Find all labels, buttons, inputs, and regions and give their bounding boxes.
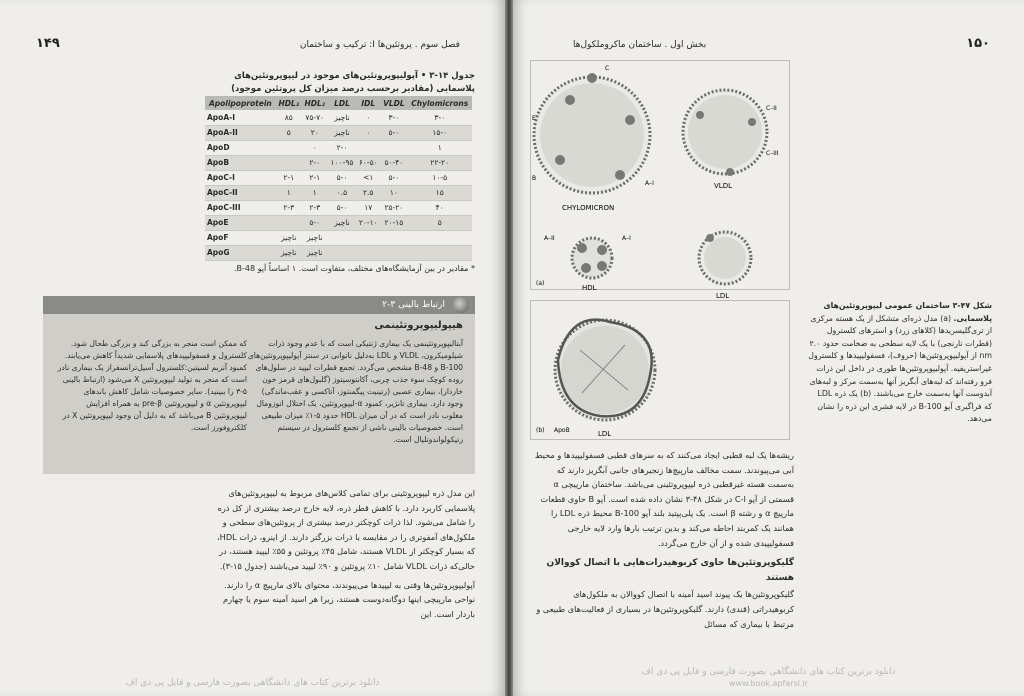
label-apo-aii: A–II <box>544 235 555 242</box>
table-cell: ۲-۱ <box>302 170 328 185</box>
table-row <box>205 215 472 230</box>
table-cell <box>328 230 356 245</box>
table-cell: ۰.۵ <box>328 185 356 200</box>
table-cell: ApoA-I <box>205 110 276 125</box>
table-cell: ApoC-II <box>205 185 276 200</box>
hdl-label: HDL <box>582 284 597 292</box>
table-column-header: HDL₃ <box>276 96 302 110</box>
left-page-number: ۱۴۹ <box>36 36 60 51</box>
clinical-box-header-label: ارتباط بالینی ۳-۲ <box>382 300 445 310</box>
left-footer <box>0 678 505 688</box>
table-cell: ۱۰-۵ <box>407 170 472 185</box>
table-cell <box>328 245 356 260</box>
table-column-header: IDL <box>356 96 380 110</box>
table-cell: ۱۵ <box>407 185 472 200</box>
table-caption: جدول ۱۴-۳ • آپولیپوپروتئین‌های موجود در لیپوپروتئین‌های پلاسمایی (مقادیر برحسب درصد میزان کل پروتئین موجود) <box>231 71 475 94</box>
table-cell: ۲-۱ <box>276 170 302 185</box>
table-cell: ناچیز <box>276 230 302 245</box>
right-footer <box>513 667 1024 688</box>
paragraph: آپولیپوپروتئین‌ها وقتی به لیپیدها می‌پیوندند، محتوای بالای مارپیچ α را دارند. نواحی مارپیچی اینها دوگانه‌دوست هستند، زیرا هر اسید آمینه سوم یا چهارم باردار است. این <box>223 579 475 619</box>
table-cell: ۷۵-۷۰ <box>302 110 328 125</box>
table-cell <box>276 215 302 230</box>
table-row <box>205 170 472 185</box>
table-cell <box>276 140 302 155</box>
table-cell: ۵۰-۴۰ <box>380 155 407 170</box>
panel-a-label: (a) <box>536 280 545 287</box>
clinical-box-header <box>43 296 475 314</box>
table-cell: ۵-۰ <box>380 125 407 140</box>
label-apo-c: C <box>605 65 610 72</box>
table-column-header: LDL <box>328 96 356 110</box>
label-apo-ai-hdl: A–I <box>622 235 631 242</box>
table-cell <box>407 245 472 260</box>
table-cell: ApoD <box>205 140 276 155</box>
table-cell <box>380 140 407 155</box>
footer-text: دانلود برترین کتاب های دانشگاهی بصورت فارسی و فایل پی دی اف <box>125 678 380 688</box>
table-cell: ۲.۵ <box>356 185 380 200</box>
table-cell <box>356 245 380 260</box>
table-row <box>205 125 472 140</box>
figure-caption-body: (a) مدل ذره‌ای متشکل از یک هسته مرکزی از تری‌گلیسریدها (کلاهای زرد) و استرهای کلسترول (قطرات نارنجی) با یک لایه سطحی به ضخامت حدود ۲.۰ nm از آپولیپوپروتئین‌ها (حروف)، فسفولیپیدها و کلسترول غیراستریفیه. آپولیپوپروتئین‌ها طوری در داخل این ذرات فرو رفته‌اند که لبه‌های آبگریز آنها به‌سمت مرکز و لبه‌های آبدوست آنها به‌سمت خارج می‌باشند. (b) یک ذره LDL که فراگیری آپو B-100 در لایه فشری این ذره را نشان می‌دهد. <box>808 313 992 424</box>
table-cell: <۱ <box>356 170 380 185</box>
table-cell: ۸۵ <box>276 110 302 125</box>
figure-caption-head: شکل ۴۷-۳ ساختمان عمومی لیپوپروتئین‌های پلاسمایی. <box>823 301 992 323</box>
paragraph: گلیکوپروتئین‌ها یک پیوند اسید آمینه با اتصال کووالان به ملکول‌های کربوهیدراتی (قندی) دارند. گلیکوپروتئین‌ها در بسیاری از فعالیت‌های طبیعی و مرتبط با بیماری که مسائل <box>536 589 794 629</box>
table-column-header: VLDL <box>380 96 407 110</box>
table-cell: ۵ <box>407 215 472 230</box>
table-cell: ۱۰ <box>380 185 407 200</box>
table-row <box>205 155 472 170</box>
clinical-box <box>43 314 475 474</box>
vldl-particle <box>683 90 767 176</box>
left-page-number-area <box>36 36 60 51</box>
panel-b-label: (b) <box>536 427 545 434</box>
table-cell: ناچیز <box>302 245 328 260</box>
footer-url: www.book.apfarsi.ir <box>729 679 808 688</box>
footer-text: دانلود برترین کتاب های دانشگاهی بصورت فارسی و فایل پی دی اف <box>641 667 896 677</box>
table-cell: ApoC-III <box>205 200 276 215</box>
table-cell: ۲-۳ <box>302 200 328 215</box>
table-cell: ۲۰-۱۰ <box>356 215 380 230</box>
vldl-label: VLDL <box>714 182 732 190</box>
table-row <box>205 110 472 125</box>
table-column-header: Chylomicrons <box>407 96 472 110</box>
table-cell <box>276 155 302 170</box>
apob-label: ApoB <box>554 427 570 434</box>
table-cell: ۶۰-۵۰ <box>356 155 380 170</box>
chylomicron-label: CHYLOMICRON <box>562 204 615 212</box>
table-cell: ApoA-II <box>205 125 276 140</box>
table-cell: ناچیز <box>328 215 356 230</box>
table-row <box>205 200 472 215</box>
apolipoprotein-table <box>205 96 472 261</box>
table-cell: ApoC-I <box>205 170 276 185</box>
label-apo-b: B <box>532 175 537 182</box>
right-page-number: ۱۵۰ <box>966 36 990 51</box>
table-cell <box>380 245 407 260</box>
table-note: * مقادیر در بین آزمایشگاه‌های مختلف، متفاوت است. ۱ اساساً آپو B-48. <box>233 264 475 273</box>
paragraph: ریشه‌ها یک لبه قطبی ایجاد می‌کنند که به سرهای قطبی فسفولیپیدها و محیط آبی می‌پیوندند. سمت مخالف مارپیچ‌ها زنجیرهای جانبی آبگریز دارند که به‌سمت هسته غیرقطبی ذره لیپوپروتئینی می‌باشد. ساختمان مارپیچی α قسمتی از آپو C-I در شکل ۴۸-۳ نشان داده شده است. آپو B حاوی قطعات مارپیچ α و رشته β است. یک پلی‌پپتید بلند آپو B-100 محیط ذره LDL را همانند یک کمربند احاطه می‌کند و بدین ترتیب بارها وارد لایه خارجی فسفولیپیدی شده و از آن خارج می‌گردد. <box>534 450 794 548</box>
table-cell <box>356 230 380 245</box>
table-cell: ۲۲-۲۰ <box>407 155 472 170</box>
table-cell: ApoF <box>205 230 276 245</box>
table-cell <box>380 230 407 245</box>
table-cell <box>407 230 472 245</box>
table-cell: ناچیز <box>276 245 302 260</box>
book-spine <box>505 0 513 696</box>
table-cell: ۲-۰ <box>302 155 328 170</box>
table-cell: ناچیز <box>328 125 356 140</box>
table-column-header: HDL₂ <box>302 96 328 110</box>
table-cell: ApoE <box>205 215 276 230</box>
chylomicron-particle <box>534 73 650 193</box>
table-cell: ۳-۰ <box>380 110 407 125</box>
table-row <box>205 245 472 260</box>
clinical-box-column-2: که ممکن است منجر به بزرگی کبد و بزرگی طحال شود. کلسترول و فسفولیپیدهای پلاسمایی شدیداً کاهش می‌یابند. کمبود آنزیم لسیتین:کلسترول آسیل‌ترانسفراز یک بیماری نادر است که منجر به تولید لیپوپروتئین X می‌شود (ارتباط بالینی ۵-۳ را ببینید). سایر خصوصیات شامل کاهش باندهای لیپوپروتئین α و لیپوپروتئین pre-β به همراه افزایش لیپوپروتئین B می‌باشد که به دلیل آن وجود لیپوپروتئین X در کلکتروفورز است. <box>57 339 247 432</box>
label-apo-ciii: C–III <box>766 150 779 157</box>
table-cell: ۵-۰ <box>380 170 407 185</box>
left-page <box>0 0 505 696</box>
table-cell: ۵-۰ <box>328 170 356 185</box>
table-cell: ۲۰-۱۵ <box>380 215 407 230</box>
table-cell: ۵-۰ <box>302 215 328 230</box>
clinical-person-icon <box>453 297 469 313</box>
table-cell: ۰ <box>302 140 328 155</box>
clinical-box-title: هیپولیپوپروتئینمی <box>374 320 463 331</box>
lipoprotein-figure <box>530 60 790 440</box>
table-row <box>205 230 472 245</box>
label-apo-ai: A–I <box>645 180 654 187</box>
table-cell: ۲۰ <box>302 125 328 140</box>
table-row <box>205 185 472 200</box>
table-cell <box>356 140 380 155</box>
table-cell: ناچیز <box>328 110 356 125</box>
table-cell: ناچیز <box>302 230 328 245</box>
right-running-head: بخش اول . ساختمان ماکروملکول‌ها <box>573 40 707 50</box>
table-cell: ۱۵-۰ <box>407 125 472 140</box>
ldl-label: LDL <box>716 292 730 300</box>
ldl-b-label: LDL <box>598 430 612 438</box>
table-cell: ۱۰۰-۹۵ <box>328 155 356 170</box>
table-cell: ۱۷ <box>356 200 380 215</box>
table-cell: ۲-۰ <box>328 140 356 155</box>
right-body-text <box>530 448 794 637</box>
left-running-head: فصل سوم . پروتئین‌ها I: ترکیب و ساختمان <box>299 40 460 50</box>
table-body <box>205 110 472 260</box>
table-cell: ۵ <box>276 125 302 140</box>
paragraph: این مدل ذره لیپوپروتئینی برای تمامی کلاس‌های مربوط به لیپوپروتئین‌های پلاسمایی کاربرد دارد. با کاهش قطر ذره، لایه خارج درصد بیشتری از کل ذره را شامل می‌شود. لذا ذرات کوچکتر درصد بیشتری از پروتئین‌های سطحی و ملکول‌های آمفوتری را در مقایسه با ذرات بزرگتر دارند. از اینرو، ذرات HDL، که بسیار کوچکتر از VLDL هستند، شامل ۴۵٪ پروتئین و ۵۵٪ لیپید هستند، در حالی‌که ذرات VLDL شامل ۱۰٪ پروتئین و ۹۰٪ لیپید می‌باشند (جدول ۱۵-۳). <box>217 488 475 571</box>
section-subheading: گلیکوپروتئین‌ها حاوی کربوهیدرات‌هایی با اتصال کووالان هستند <box>546 558 794 583</box>
table-cell: ۲۵-۲۰ <box>380 200 407 215</box>
table-cell: ۳-۰ <box>407 110 472 125</box>
table-cell: ۰ <box>356 110 380 125</box>
label-apo-cii: C–II <box>766 105 777 112</box>
table-cell: ۰ <box>356 125 380 140</box>
table-header-row <box>205 96 472 110</box>
figure-caption <box>808 300 992 426</box>
table-cell: ApoB <box>205 155 276 170</box>
right-page-number-area <box>966 36 990 51</box>
ldl-particle <box>699 232 751 284</box>
table-cell: ۵-۰ <box>328 200 356 215</box>
table-cell: ۱ <box>407 140 472 155</box>
table-cell: ۲-۳ <box>276 200 302 215</box>
hdl-particle <box>572 238 612 278</box>
clinical-box-column-1: آبتالیپوپروتئینمی یک بیماری ژنتیکی است که با عدم وجود ذرات شیلومیکرون، VLDL و LDL به‌دلیل ناتوانی در سنتز آپولیپوپروتئین‌های B-100 و B-48 مشخص می‌گردد. تجمع قطرات لیپید در سلول‌های روده کوچک سوء جذب چربی، آکانتوسیتوز (گلبول‌های قرمز خون خاردار)، بیماری عصبی (رتینیت پیگمنتوز، آتاکسی و عقب‌ماندگی) وجود دارد. بیماری تانژیر، کمبود α-لیپوپروتئین، یک اختلال اتوزومال مغلوب نادر است که در آن میزان HDL حدود ۵-۱٪ میزان طبیعی است. خصوصیات بالینی ناشی از تجمع کلسترول در سیستم رتیکولواندوتلیال است. <box>247 339 463 444</box>
table-cell: ۱ <box>276 185 302 200</box>
table-cell: ۱ <box>302 185 328 200</box>
table-cell: ApoG <box>205 245 276 260</box>
table-row <box>205 140 472 155</box>
ldl-apob-particle <box>555 320 655 420</box>
table-cell: ۴۰ <box>407 200 472 215</box>
left-body-text <box>210 486 475 625</box>
table-column-header: Apolipoprotein <box>205 96 276 110</box>
label-apo-e: E <box>532 115 536 122</box>
